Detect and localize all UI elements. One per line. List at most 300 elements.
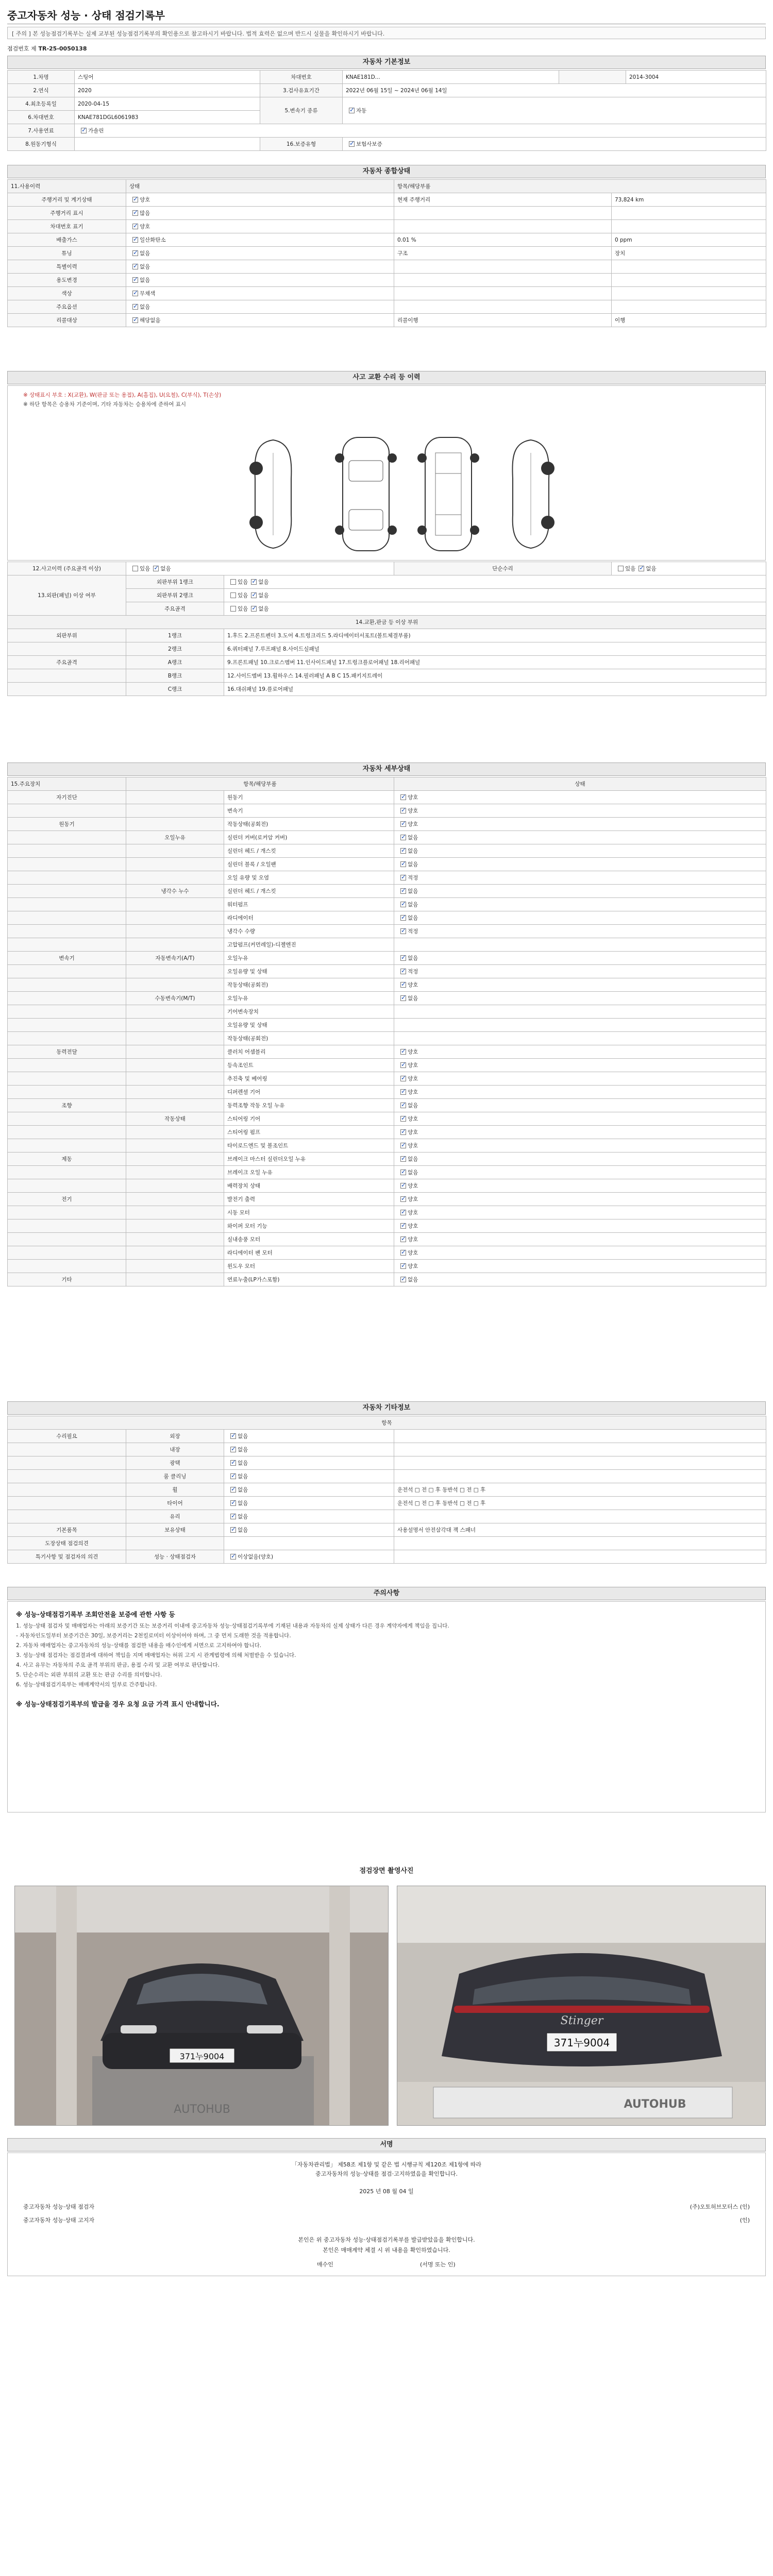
sub-label (126, 1059, 224, 1072)
checkbox[interactable] (230, 1554, 236, 1560)
checkbox-label: 없음 (408, 955, 418, 961)
group-label (8, 1072, 126, 1086)
state-cell (126, 207, 394, 220)
checkbox[interactable] (400, 1062, 406, 1068)
checkbox-label: 많음 (140, 210, 150, 216)
sub-label (126, 1179, 224, 1193)
checkbox[interactable] (132, 291, 138, 296)
car-underbody-diagram (415, 432, 482, 556)
item-cell: 작동상태(공회전) (224, 818, 394, 831)
checkbox[interactable] (349, 108, 355, 113)
checkbox[interactable] (153, 566, 159, 571)
checkbox[interactable] (230, 579, 236, 585)
group-label (8, 1059, 126, 1072)
value-cell (612, 260, 766, 274)
group-label: 동력전달 (8, 1045, 126, 1059)
sub-label: 오일누유 (126, 831, 224, 844)
checkbox-label: 적정 (408, 969, 418, 975)
checkbox[interactable] (400, 1183, 406, 1189)
sign-statement-2: 중고자동차의 성능·상태를 점검·고지하였음을 확인합니다. (315, 2171, 458, 2177)
state-cell (126, 260, 394, 274)
group-label (8, 938, 126, 952)
checkbox[interactable] (400, 915, 406, 921)
state-cell (394, 952, 766, 965)
checkbox-label: 적정 (408, 928, 418, 935)
group-label (8, 1005, 126, 1019)
state-cell (394, 1086, 766, 1099)
checkbox[interactable] (132, 197, 138, 202)
extra-cell: 운전석 □ 전 □ 후 동반석 □ 전 □ 후 (394, 1483, 766, 1497)
checkbox[interactable] (400, 1236, 406, 1242)
state-cell (224, 1443, 394, 1456)
group-label (8, 1179, 126, 1193)
checkbox-label: 없음 (408, 1103, 418, 1109)
checkbox-label: 없음 (238, 1487, 248, 1493)
checkbox[interactable] (400, 1196, 406, 1202)
cell-label: 주요골격 (126, 602, 224, 616)
checkbox-label: 양호 (408, 1116, 418, 1122)
group-label (8, 925, 126, 938)
table-row (8, 287, 766, 300)
extra-cell: 운전석 □ 전 □ 후 동반석 □ 전 □ 후 (394, 1497, 766, 1510)
table-header-row (8, 777, 766, 791)
sub-label (126, 1086, 224, 1099)
checkbox[interactable] (132, 250, 138, 256)
checkbox[interactable] (400, 821, 406, 827)
sub-label (126, 1045, 224, 1059)
checkbox-label: 없음 (408, 888, 418, 894)
value-cell (612, 300, 766, 314)
checkbox[interactable] (400, 888, 406, 894)
sub-label (126, 925, 224, 938)
checkbox[interactable] (349, 141, 355, 147)
car-diagram-area (7, 385, 766, 561)
group-label (8, 1219, 126, 1233)
checkbox-label: 없음 (238, 1473, 248, 1480)
state-cell (394, 804, 766, 818)
sub-label (126, 871, 224, 885)
group-label (8, 965, 126, 978)
item-cell: 변속기 (224, 804, 394, 818)
table-row (8, 1510, 766, 1523)
value-cell: 이행 (612, 314, 766, 327)
checkbox[interactable] (400, 1143, 406, 1148)
checkbox[interactable] (230, 1487, 236, 1493)
checkbox-label: 없음 (238, 1527, 248, 1533)
value-cell: 장치 (612, 247, 766, 260)
item-cell: 오일누유 (224, 952, 394, 965)
checkbox[interactable] (400, 1049, 406, 1055)
checkbox[interactable] (251, 592, 257, 598)
checkbox[interactable] (230, 1527, 236, 1533)
checkbox[interactable] (230, 606, 236, 612)
extra-cell (394, 1430, 766, 1443)
sub-label (126, 978, 224, 992)
table-row (8, 260, 766, 274)
table-row (8, 1456, 766, 1470)
buyer-label: 매수인 (317, 2261, 333, 2268)
extra-cell (394, 1510, 766, 1523)
checkbox[interactable] (132, 237, 138, 243)
table-row (8, 1112, 766, 1126)
state-cell (394, 1260, 766, 1273)
checkbox[interactable] (132, 566, 138, 571)
legend-note: ※ 하단 항목은 승용차 기준이며, 기타 자동차는 승용차에 준하여 표시 (23, 401, 187, 408)
table-row (8, 791, 766, 804)
checkbox[interactable] (400, 1103, 406, 1108)
group-label (8, 871, 126, 885)
state-cell (394, 898, 766, 911)
state-cell (126, 247, 394, 260)
state-cell (394, 885, 766, 898)
checkbox[interactable] (400, 1277, 406, 1282)
table-row (8, 247, 766, 260)
column-header: 15.주요장치 (8, 777, 126, 791)
value-cell: 0 ppm (612, 233, 766, 247)
group-label (8, 1126, 126, 1139)
table-row (8, 669, 766, 683)
checkbox[interactable] (251, 606, 257, 612)
item-cell: 스티어링 펌프 (224, 1126, 394, 1139)
table-row (8, 1005, 766, 1019)
checkbox[interactable] (230, 1447, 236, 1452)
item-label: 룸 클리닝 (126, 1470, 224, 1483)
sub-label: 냉각수 누수 (126, 885, 224, 898)
front-plate-text: 371누9004 (179, 2052, 225, 2061)
table-row (8, 1233, 766, 1246)
checkbox-label: 양호 (408, 1236, 418, 1243)
column-header: 상태 (394, 777, 766, 791)
table-row (8, 885, 766, 898)
row-label: 주행거리 및 계기상태 (8, 193, 126, 207)
checkbox[interactable] (230, 1514, 236, 1519)
group-label (8, 1443, 126, 1456)
sub-label (126, 1206, 224, 1219)
checkbox-label: 적정 (408, 875, 418, 881)
column-header: 11.사용이력 (8, 180, 126, 193)
certificate-number (7, 44, 87, 53)
checkbox[interactable] (400, 835, 406, 840)
table-row (8, 1045, 766, 1059)
checkbox-label: 양호 (408, 1263, 418, 1269)
table-row (8, 1260, 766, 1273)
checkbox-label: 없음 (238, 1460, 248, 1466)
checkbox-label: 없음 (408, 861, 418, 868)
seller-label: 중고자동차 성능·상태 고지자 (23, 2217, 95, 2224)
group-label: 변속기 (8, 952, 126, 965)
checkbox[interactable] (400, 1129, 406, 1135)
checkbox-label: 양호 (408, 1062, 418, 1069)
sub-label (126, 844, 224, 858)
checkbox[interactable] (132, 304, 138, 310)
state-cell (394, 1273, 766, 1286)
table-row (8, 1443, 766, 1456)
checkbox-label: 없음 (160, 566, 171, 572)
confirm-statement-1: 본인은 위 중고자동차 성능·상태점검기록부를 발급받았음을 확인합니다. (298, 2236, 475, 2243)
checkbox-label: 없음 (408, 848, 418, 854)
cell-value: 있음✓ 없음 (126, 562, 394, 575)
item-cell: 실린더 커버(로커암 커버) (224, 831, 394, 844)
sub-label (126, 1072, 224, 1086)
checkbox[interactable] (400, 982, 406, 988)
table-row (8, 1153, 766, 1166)
sign-date: 2025 년 08 월 04 일 (359, 2188, 414, 2195)
checkbox[interactable] (230, 1473, 236, 1479)
part-cell (394, 260, 612, 274)
checkbox[interactable] (400, 1210, 406, 1215)
notes-box (7, 1601, 766, 1812)
group-label (8, 1246, 126, 1260)
state-cell (224, 1483, 394, 1497)
checkbox-label: 양호 (408, 1183, 418, 1189)
table-row (8, 193, 766, 207)
state-cell (394, 925, 766, 938)
checkbox[interactable] (132, 317, 138, 323)
table-row (8, 844, 766, 858)
cell-value: 있음✓ 없음 (224, 602, 766, 616)
inspector-label: 중고자동차 성능·상태 점검자 (23, 2204, 95, 2210)
item-cell: 라디에이터 (224, 911, 394, 925)
state-cell (224, 1523, 394, 1537)
checkbox[interactable] (638, 566, 644, 571)
state-cell (394, 1219, 766, 1233)
checkbox[interactable] (132, 224, 138, 229)
lift-brand-text: AUTOHUB (174, 2103, 230, 2116)
table-row (8, 233, 766, 247)
state-cell (394, 1112, 766, 1126)
cell-value: 2014-3004 (626, 71, 766, 84)
table-row (8, 642, 766, 656)
section-other: 자동차 기타정보 (7, 1401, 766, 1415)
checkbox-label: 양호 (408, 1049, 418, 1055)
basic-table (7, 70, 766, 151)
table-row (8, 992, 766, 1005)
sub-label: 작동상태 (126, 1112, 224, 1126)
rear-plate-text: 371누9004 (553, 2037, 610, 2049)
sub-label (126, 911, 224, 925)
checkbox-label: 없음 (408, 1277, 418, 1283)
checkbox[interactable] (400, 1250, 406, 1256)
item-cell: 추진축 및 베어링 (224, 1072, 394, 1086)
cell-label (559, 71, 626, 84)
group-label: 특기사항 및 점검자의 의견 (8, 1550, 126, 1564)
checkbox[interactable] (400, 848, 406, 854)
group-label: 주요골격 (8, 656, 126, 669)
table-row (8, 925, 766, 938)
table-row (8, 97, 766, 111)
checkbox[interactable] (230, 1433, 236, 1439)
part-cell: 구조 (394, 247, 612, 260)
checkbox[interactable] (618, 566, 624, 571)
group-label: 외판부위 (8, 629, 126, 642)
checkbox[interactable] (400, 1263, 406, 1269)
group-label: 기타 (8, 1273, 126, 1286)
checkbox[interactable] (400, 794, 406, 800)
checkbox-label: 양호 (408, 1250, 418, 1256)
group-label (8, 1206, 126, 1219)
item-cell: 동력조향 작동 오일 누유 (224, 1099, 394, 1112)
cell-value (343, 97, 766, 124)
group-label (8, 1456, 126, 1470)
group-label: 수리필요 (8, 1430, 126, 1443)
car-side-left-diagram (245, 437, 301, 551)
checkbox-label: 무채색 (140, 291, 156, 297)
table-row (8, 938, 766, 952)
item-cell: 실린더 헤드 / 개스킷 (224, 844, 394, 858)
table-row (8, 1139, 766, 1153)
state-cell (126, 220, 394, 233)
item-cell: 등속조인트 (224, 1059, 394, 1072)
checkbox[interactable] (400, 875, 406, 880)
sub-label (126, 1166, 224, 1179)
group-label (8, 898, 126, 911)
group-label (8, 1497, 126, 1510)
sub-label (126, 965, 224, 978)
cell-label: 1.차명 (8, 71, 75, 84)
checkbox[interactable] (400, 1156, 406, 1162)
group-label (8, 669, 126, 683)
checkbox-label: 일산화탄소 (140, 237, 166, 243)
checkbox-label: 없음 (140, 304, 150, 310)
checkbox-label: 양호 (408, 1089, 418, 1095)
column-header: 항목/해당부품 (126, 777, 394, 791)
notes-list (16, 1622, 757, 1689)
sub-label (126, 1005, 224, 1019)
checkbox[interactable] (400, 995, 406, 1001)
cert-value: TR-25-0050138 (38, 45, 87, 52)
parts-cell: 9.프론트패널 10.크로스멤버 11.인사이드패널 17.트렁크플로어패널 18.리어패널 (224, 656, 766, 669)
parts-cell: 12.사이드멤버 13.휠하우스 14.필러패널 A B C 15.패키지트레이 (224, 669, 766, 683)
checkbox-label: 양호 (408, 1210, 418, 1216)
cell-value: 있음✓ 없음 (224, 589, 766, 602)
note-item: 5. 단순수리는 외판 부위의 교환 또는 판금 수리를 의미합니다. (16, 1672, 162, 1678)
state-cell (224, 1510, 394, 1523)
checkbox[interactable] (400, 1076, 406, 1081)
cell-value (75, 124, 766, 138)
group-label (8, 911, 126, 925)
sub-label (126, 1153, 224, 1166)
sub-label (126, 858, 224, 871)
item-cell: 작동상태(공회전) (224, 1032, 394, 1045)
checkbox[interactable] (230, 1460, 236, 1466)
checkbox-label: 없음 (408, 995, 418, 1002)
state-cell (394, 858, 766, 871)
checkbox-label: 양호 (408, 794, 418, 801)
checkbox[interactable] (400, 1170, 406, 1175)
checkbox-label: 없음 (408, 915, 418, 921)
section-basic: 자동차 기본정보 (7, 56, 766, 69)
state-cell (394, 871, 766, 885)
table-row (8, 300, 766, 314)
checkbox[interactable] (400, 808, 406, 814)
checkbox-label: 없음 (408, 1156, 418, 1162)
checkbox[interactable] (400, 1089, 406, 1095)
checkbox[interactable] (400, 969, 406, 974)
state-cell (394, 791, 766, 804)
checkbox[interactable] (400, 928, 406, 934)
group-label (8, 1470, 126, 1483)
checkbox[interactable] (230, 1500, 236, 1506)
checkbox[interactable] (400, 902, 406, 907)
item-label: 보유상태 (126, 1523, 224, 1537)
table-row (8, 1206, 766, 1219)
item-cell: 라디에이터 팬 모터 (224, 1246, 394, 1260)
state-cell (394, 1126, 766, 1139)
section-general: 자동차 종합상태 (7, 165, 766, 178)
table-row (8, 804, 766, 818)
note-item: 2. 자동차 매매업자는 중고자동차의 성능·상태를 점검한 내용을 매수인에게 서면으로 고지하여야 합니다. (16, 1642, 262, 1649)
section-photos: 점검장면 촬영사진 (7, 1865, 766, 1878)
checkbox[interactable] (230, 592, 236, 598)
state-cell (224, 1537, 394, 1550)
table-row (8, 1126, 766, 1139)
checkbox-label: 양호 (408, 1143, 418, 1149)
table-row (8, 274, 766, 287)
checkbox-label: 없음 (258, 606, 269, 612)
cell-label: 5.변속기 종류 (260, 97, 343, 124)
cell-value (343, 138, 766, 151)
value-cell (612, 220, 766, 233)
table-header-row (8, 180, 766, 193)
checkbox[interactable] (400, 861, 406, 867)
checkbox[interactable] (400, 955, 406, 961)
sub-label (126, 898, 224, 911)
state-cell (126, 233, 394, 247)
checkbox[interactable] (400, 1116, 406, 1122)
cell-value: 있음✓ 없음 (612, 562, 766, 575)
cell-label: 13.외판(패널) 이상 여부 (8, 575, 126, 616)
table-row (8, 1032, 766, 1045)
sub-label (126, 1019, 224, 1032)
checkbox-label: 없음 (140, 250, 150, 257)
group-label (8, 1032, 126, 1045)
cell-value: 스팅어 (75, 71, 260, 84)
cell-label: 2.연식 (8, 84, 75, 97)
group-label (8, 1112, 126, 1126)
state-cell (224, 1550, 394, 1564)
item-label: 광택 (126, 1456, 224, 1470)
checkbox[interactable] (132, 210, 138, 216)
group-label (8, 831, 126, 844)
checkbox[interactable] (132, 277, 138, 283)
cell-value: KNAE781DGL6061983 (75, 111, 260, 124)
sub-label (126, 804, 224, 818)
state-cell (126, 193, 394, 207)
note-item: 3. 성능·상태 점검자는 점검결과에 대하여 책임을 지며 매매업자는 허위 고지 시 관계법령에 의해 처벌받을 수 있습니다. (16, 1652, 296, 1658)
checkbox[interactable] (132, 264, 138, 269)
group-label (8, 1139, 126, 1153)
table-row (8, 1497, 766, 1510)
checkbox-label: 없음 (258, 579, 269, 585)
group-label: 제동 (8, 1153, 126, 1166)
checkbox[interactable] (251, 579, 257, 585)
note-item: 4. 사고 유무는 자동차의 주요 골격 부위의 판금, 용접 수리 및 교환 여부로 판단합니다. (16, 1662, 220, 1668)
column-header: 항목/해당부품 (394, 180, 766, 193)
group-label (8, 858, 126, 871)
buyer-signature: (서명 또는 인) (420, 2261, 456, 2268)
part-cell: 0.01 % (394, 233, 612, 247)
item-cell: 배력장치 상태 (224, 1179, 394, 1193)
state-cell (394, 965, 766, 978)
part-cell (394, 274, 612, 287)
item-cell: 워터펌프 (224, 898, 394, 911)
value-cell: 73,824 km (612, 193, 766, 207)
checkbox[interactable] (81, 128, 87, 133)
group-label (8, 804, 126, 818)
table-row (8, 1219, 766, 1233)
checkbox[interactable] (400, 1223, 406, 1229)
section-notes: 주의사항 (7, 1587, 766, 1600)
